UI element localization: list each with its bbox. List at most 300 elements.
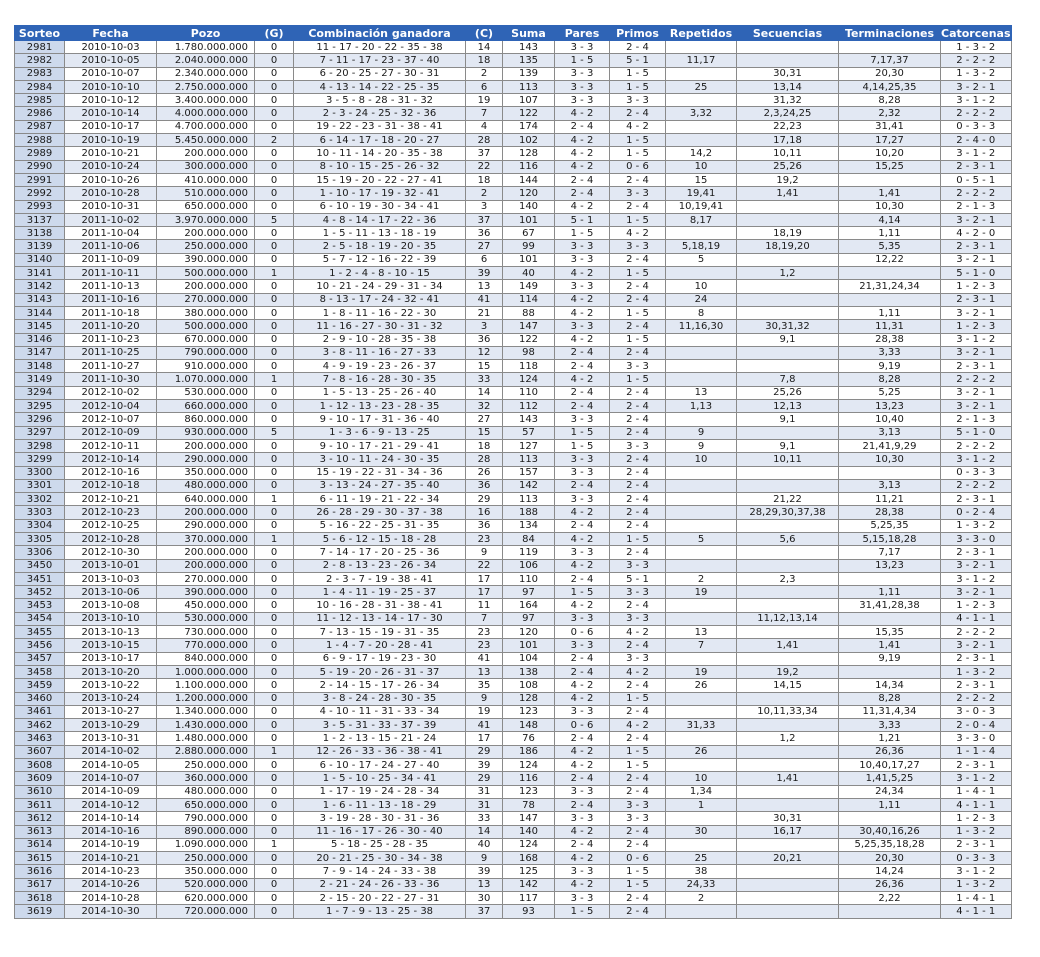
cell-catorcenas: 3 - 2 - 1	[941, 586, 1012, 599]
cell-combinacion: 2 - 14 - 15 - 17 - 26 - 34	[294, 679, 466, 692]
cell-primos: 2 - 4	[610, 426, 666, 439]
cell-terminaciones: 21,41,9,29	[839, 439, 941, 452]
table-row	[15, 400, 1012, 413]
cell-repetidos	[666, 905, 737, 918]
cell-terminaciones	[839, 466, 941, 479]
cell-suma: 157	[503, 466, 555, 479]
cell-ganadores: 0	[255, 54, 294, 67]
cell-catorcenas: 2 - 0 - 4	[941, 719, 1012, 732]
cell-repetidos: 25	[666, 852, 737, 865]
table-row	[15, 892, 1012, 905]
table-row	[15, 373, 1012, 386]
cell-complementario: 28	[466, 134, 503, 147]
cell-complementario: 6	[466, 80, 503, 93]
cell-ganadores: 0	[255, 759, 294, 772]
cell-complementario: 36	[466, 333, 503, 346]
cell-terminaciones: 4,14	[839, 213, 941, 226]
cell-terminaciones: 13,23	[839, 559, 941, 572]
cell-catorcenas: 2 - 3 - 1	[941, 293, 1012, 306]
cell-complementario: 28	[466, 453, 503, 466]
cell-repetidos	[666, 732, 737, 745]
cell-repetidos: 5	[666, 532, 737, 545]
cell-terminaciones: 11,31,4,34	[839, 705, 941, 718]
cell-secuencias: 1,41	[737, 639, 839, 652]
cell-repetidos: 26	[666, 679, 737, 692]
cell-pozo: 3.400.000.000	[157, 94, 255, 107]
cell-sorteo: 3137	[15, 213, 65, 226]
cell-primos: 4 - 2	[610, 120, 666, 133]
cell-catorcenas: 0 - 3 - 3	[941, 466, 1012, 479]
cell-combinacion: 2 - 5 - 18 - 19 - 20 - 35	[294, 240, 466, 253]
table-header-row	[15, 26, 1012, 41]
cell-repetidos: 9	[666, 426, 737, 439]
table-row	[15, 187, 1012, 200]
cell-secuencias: 2,3,24,25	[737, 107, 839, 120]
cell-primos: 2 - 4	[610, 506, 666, 519]
cell-complementario: 27	[466, 240, 503, 253]
cell-combinacion: 4 - 9 - 19 - 23 - 26 - 37	[294, 360, 466, 373]
cell-terminaciones: 5,35	[839, 240, 941, 253]
cell-pozo: 1.480.000.000	[157, 732, 255, 745]
cell-pares: 3 - 3	[555, 67, 610, 80]
table-row	[15, 413, 1012, 426]
cell-sorteo: 2990	[15, 160, 65, 173]
cell-fecha: 2013-10-01	[65, 559, 157, 572]
cell-complementario: 17	[466, 732, 503, 745]
cell-catorcenas: 1 - 4 - 1	[941, 785, 1012, 798]
table-row	[15, 386, 1012, 399]
cell-sorteo: 3305	[15, 532, 65, 545]
cell-complementario: 9	[466, 692, 503, 705]
cell-ganadores: 0	[255, 665, 294, 678]
cell-combinacion: 5 - 6 - 12 - 15 - 18 - 28	[294, 532, 466, 545]
cell-pozo: 5.450.000.000	[157, 134, 255, 147]
cell-pozo: 670.000.000	[157, 333, 255, 346]
cell-ganadores: 0	[255, 705, 294, 718]
cell-primos: 2 - 4	[610, 732, 666, 745]
cell-terminaciones: 10,40	[839, 413, 941, 426]
table-row	[15, 559, 1012, 572]
cell-catorcenas: 2 - 3 - 1	[941, 679, 1012, 692]
cell-terminaciones: 14,24	[839, 865, 941, 878]
cell-catorcenas: 1 - 2 - 3	[941, 812, 1012, 825]
cell-combinacion: 8 - 10 - 15 - 25 - 26 - 32	[294, 160, 466, 173]
cell-fecha: 2012-10-16	[65, 466, 157, 479]
cell-combinacion: 11 - 12 - 13 - 14 - 17 - 30	[294, 612, 466, 625]
table-row	[15, 439, 1012, 452]
cell-secuencias	[737, 798, 839, 811]
cell-secuencias	[737, 213, 839, 226]
cell-repetidos: 10	[666, 453, 737, 466]
cell-ganadores: 0	[255, 519, 294, 532]
cell-complementario: 41	[466, 719, 503, 732]
cell-terminaciones: 15,25	[839, 160, 941, 173]
cell-catorcenas: 3 - 2 - 1	[941, 346, 1012, 359]
cell-ganadores: 0	[255, 280, 294, 293]
cell-pares: 2 - 4	[555, 772, 610, 785]
cell-fecha: 2010-10-17	[65, 120, 157, 133]
cell-primos: 1 - 5	[610, 134, 666, 147]
cell-fecha: 2013-10-22	[65, 679, 157, 692]
cell-terminaciones: 20,30	[839, 852, 941, 865]
cell-primos: 2 - 4	[610, 772, 666, 785]
cell-terminaciones: 7,17	[839, 546, 941, 559]
cell-suma: 119	[503, 546, 555, 559]
cell-repetidos	[666, 373, 737, 386]
cell-catorcenas: 3 - 2 - 1	[941, 386, 1012, 399]
cell-ganadores: 0	[255, 852, 294, 865]
table-row	[15, 586, 1012, 599]
cell-primos: 1 - 5	[610, 532, 666, 545]
cell-pozo: 200.000.000	[157, 147, 255, 160]
cell-pares: 4 - 2	[555, 200, 610, 213]
cell-terminaciones: 8,28	[839, 692, 941, 705]
cell-pozo: 790.000.000	[157, 346, 255, 359]
cell-complementario: 17	[466, 572, 503, 585]
table-row	[15, 426, 1012, 439]
cell-catorcenas: 3 - 2 - 1	[941, 559, 1012, 572]
cell-fecha: 2010-10-12	[65, 94, 157, 107]
table-body	[15, 41, 1012, 919]
cell-primos: 3 - 3	[610, 240, 666, 253]
cell-suma: 110	[503, 386, 555, 399]
cell-combinacion: 15 - 19 - 22 - 31 - 34 - 36	[294, 466, 466, 479]
cell-pares: 4 - 2	[555, 293, 610, 306]
cell-secuencias: 20,21	[737, 852, 839, 865]
cell-fecha: 2014-10-16	[65, 825, 157, 838]
cell-primos: 1 - 5	[610, 692, 666, 705]
cell-repetidos: 26	[666, 745, 737, 758]
cell-suma: 101	[503, 639, 555, 652]
cell-suma: 110	[503, 572, 555, 585]
cell-ganadores: 0	[255, 346, 294, 359]
cell-complementario: 22	[466, 160, 503, 173]
table-row	[15, 759, 1012, 772]
cell-pozo: 510.000.000	[157, 187, 255, 200]
cell-catorcenas: 3 - 2 - 1	[941, 213, 1012, 226]
cell-repetidos	[666, 692, 737, 705]
cell-ganadores: 0	[255, 240, 294, 253]
cell-primos: 4 - 2	[610, 227, 666, 240]
table-row	[15, 346, 1012, 359]
table-row	[15, 652, 1012, 665]
table-row	[15, 626, 1012, 639]
cell-ganadores: 0	[255, 320, 294, 333]
cell-catorcenas: 2 - 3 - 1	[941, 759, 1012, 772]
cell-sorteo: 3460	[15, 692, 65, 705]
cell-sorteo: 3614	[15, 838, 65, 851]
cell-ganadores: 0	[255, 360, 294, 373]
cell-suma: 138	[503, 665, 555, 678]
cell-terminaciones: 1,41,5,25	[839, 772, 941, 785]
cell-combinacion: 12 - 26 - 33 - 36 - 38 - 41	[294, 745, 466, 758]
column-header-repetidos: Repetidos	[666, 26, 737, 41]
cell-secuencias	[737, 479, 839, 492]
cell-repetidos	[666, 493, 737, 506]
cell-ganadores: 0	[255, 878, 294, 891]
cell-terminaciones: 3,13	[839, 426, 941, 439]
cell-suma: 84	[503, 532, 555, 545]
cell-primos: 1 - 5	[610, 80, 666, 93]
cell-sorteo: 3295	[15, 400, 65, 413]
cell-catorcenas: 3 - 1 - 2	[941, 147, 1012, 160]
cell-suma: 104	[503, 652, 555, 665]
cell-complementario: 41	[466, 293, 503, 306]
cell-pozo: 4.700.000.000	[157, 120, 255, 133]
column-header-secuencias: Secuencias	[737, 26, 839, 41]
cell-primos: 3 - 3	[610, 559, 666, 572]
cell-fecha: 2011-10-30	[65, 373, 157, 386]
cell-fecha: 2012-10-11	[65, 439, 157, 452]
cell-catorcenas: 1 - 1 - 4	[941, 745, 1012, 758]
cell-terminaciones	[839, 267, 941, 280]
cell-terminaciones: 20,30	[839, 67, 941, 80]
cell-pares: 4 - 2	[555, 333, 610, 346]
cell-pares: 3 - 3	[555, 413, 610, 426]
cell-ganadores: 0	[255, 120, 294, 133]
cell-ganadores: 0	[255, 546, 294, 559]
cell-fecha: 2014-10-21	[65, 852, 157, 865]
cell-terminaciones: 7,17,37	[839, 54, 941, 67]
cell-fecha: 2013-10-24	[65, 692, 157, 705]
cell-secuencias	[737, 759, 839, 772]
table-row	[15, 306, 1012, 319]
cell-complementario: 40	[466, 838, 503, 851]
cell-repetidos: 11,16,30	[666, 320, 737, 333]
cell-sorteo: 2989	[15, 147, 65, 160]
cell-fecha: 2012-10-18	[65, 479, 157, 492]
cell-suma: 101	[503, 253, 555, 266]
cell-combinacion: 3 - 8 - 24 - 28 - 30 - 35	[294, 692, 466, 705]
column-header-catorcenas: Catorcenas	[941, 26, 1011, 40]
cell-fecha: 2010-10-19	[65, 134, 157, 147]
cell-repetidos: 19,41	[666, 187, 737, 200]
cell-complementario: 31	[466, 798, 503, 811]
cell-secuencias	[737, 360, 839, 373]
cell-complementario: 37	[466, 147, 503, 160]
cell-pozo: 620.000.000	[157, 892, 255, 905]
cell-catorcenas: 2 - 2 - 2	[941, 187, 1012, 200]
cell-pozo: 200.000.000	[157, 506, 255, 519]
cell-primos: 5 - 1	[610, 54, 666, 67]
cell-secuencias	[737, 652, 839, 665]
table-row	[15, 745, 1012, 758]
cell-fecha: 2012-10-09	[65, 426, 157, 439]
cell-suma: 40	[503, 267, 555, 280]
cell-pozo: 1.430.000.000	[157, 719, 255, 732]
cell-pares: 3 - 3	[555, 493, 610, 506]
cell-terminaciones: 1,41	[839, 187, 941, 200]
cell-pozo: 200.000.000	[157, 280, 255, 293]
table-row	[15, 679, 1012, 692]
cell-repetidos: 19	[666, 586, 737, 599]
cell-catorcenas: 2 - 3 - 1	[941, 493, 1012, 506]
cell-secuencias	[737, 905, 839, 918]
cell-terminaciones: 31,41,28,38	[839, 599, 941, 612]
cell-secuencias	[737, 306, 839, 319]
cell-combinacion: 1 - 5 - 11 - 13 - 18 - 19	[294, 227, 466, 240]
cell-suma: 97	[503, 612, 555, 625]
cell-sorteo: 3459	[15, 679, 65, 692]
cell-combinacion: 3 - 19 - 28 - 30 - 31 - 36	[294, 812, 466, 825]
cell-suma: 123	[503, 705, 555, 718]
cell-sorteo: 2987	[15, 120, 65, 133]
cell-combinacion: 19 - 22 - 23 - 31 - 38 - 41	[294, 120, 466, 133]
cell-secuencias	[737, 719, 839, 732]
cell-secuencias: 30,31	[737, 67, 839, 80]
cell-suma: 113	[503, 80, 555, 93]
table-row	[15, 532, 1012, 545]
cell-complementario: 26	[466, 466, 503, 479]
cell-pares: 2 - 4	[555, 187, 610, 200]
cell-suma: 108	[503, 679, 555, 692]
cell-complementario: 7	[466, 612, 503, 625]
cell-secuencias: 9,1	[737, 439, 839, 452]
cell-ganadores: 0	[255, 160, 294, 173]
cell-pares: 1 - 5	[555, 54, 610, 67]
cell-primos: 2 - 4	[610, 905, 666, 918]
cell-terminaciones: 10,40,17,27	[839, 759, 941, 772]
cell-fecha: 2010-10-21	[65, 147, 157, 160]
cell-suma: 142	[503, 878, 555, 891]
cell-pares: 3 - 3	[555, 320, 610, 333]
cell-pares: 4 - 2	[555, 134, 610, 147]
cell-terminaciones: 3,33	[839, 346, 941, 359]
cell-catorcenas: 3 - 1 - 2	[941, 572, 1012, 585]
cell-pares: 3 - 3	[555, 453, 610, 466]
cell-catorcenas: 2 - 3 - 1	[941, 240, 1012, 253]
cell-repetidos: 14,2	[666, 147, 737, 160]
cell-catorcenas: 3 - 3 - 0	[941, 532, 1012, 545]
cell-fecha: 2012-10-04	[65, 400, 157, 413]
cell-pares: 3 - 3	[555, 466, 610, 479]
cell-terminaciones	[839, 665, 941, 678]
cell-ganadores: 0	[255, 692, 294, 705]
cell-secuencias: 19,2	[737, 173, 839, 186]
cell-primos: 3 - 3	[610, 360, 666, 373]
cell-repetidos: 2	[666, 572, 737, 585]
cell-ganadores: 0	[255, 812, 294, 825]
cell-complementario: 23	[466, 532, 503, 545]
cell-combinacion: 6 - 10 - 17 - 24 - 27 - 40	[294, 759, 466, 772]
cell-repetidos: 7	[666, 639, 737, 652]
cell-sorteo: 2983	[15, 67, 65, 80]
cell-sorteo: 3303	[15, 506, 65, 519]
cell-catorcenas: 2 - 1 - 3	[941, 413, 1012, 426]
cell-pozo: 410.000.000	[157, 173, 255, 186]
cell-secuencias: 17,18	[737, 134, 839, 147]
cell-sorteo: 3302	[15, 493, 65, 506]
cell-terminaciones: 8,28	[839, 373, 941, 386]
cell-repetidos	[666, 506, 737, 519]
cell-combinacion: 2 - 15 - 20 - 22 - 27 - 31	[294, 892, 466, 905]
cell-pares: 2 - 4	[555, 360, 610, 373]
cell-combinacion: 2 - 8 - 13 - 23 - 26 - 34	[294, 559, 466, 572]
cell-sorteo: 3463	[15, 732, 65, 745]
cell-fecha: 2011-10-09	[65, 253, 157, 266]
cell-repetidos: 5	[666, 253, 737, 266]
table-row	[15, 267, 1012, 280]
cell-ganadores: 0	[255, 67, 294, 80]
cell-sorteo: 3148	[15, 360, 65, 373]
table-row	[15, 80, 1012, 93]
cell-pares: 4 - 2	[555, 692, 610, 705]
cell-primos: 2 - 4	[610, 386, 666, 399]
cell-primos: 2 - 4	[610, 346, 666, 359]
cell-secuencias: 7,8	[737, 373, 839, 386]
cell-pares: 2 - 4	[555, 665, 610, 678]
cell-pozo: 1.780.000.000	[157, 41, 255, 54]
cell-ganadores: 0	[255, 639, 294, 652]
cell-pares: 1 - 5	[555, 905, 610, 918]
cell-repetidos	[666, 67, 737, 80]
cell-ganadores: 0	[255, 200, 294, 213]
cell-catorcenas: 1 - 3 - 2	[941, 665, 1012, 678]
column-header-complementario: (C)	[466, 26, 503, 41]
cell-secuencias	[737, 892, 839, 905]
table-row	[15, 772, 1012, 785]
cell-pares: 4 - 2	[555, 852, 610, 865]
cell-sorteo: 3139	[15, 240, 65, 253]
column-header-combinacion: Combinación ganadora	[294, 26, 466, 41]
table-row	[15, 493, 1012, 506]
cell-suma: 113	[503, 453, 555, 466]
cell-fecha: 2011-10-11	[65, 267, 157, 280]
cell-pares: 3 - 3	[555, 41, 610, 54]
cell-secuencias	[737, 745, 839, 758]
cell-pozo: 650.000.000	[157, 798, 255, 811]
cell-terminaciones: 28,38	[839, 333, 941, 346]
cell-terminaciones	[839, 812, 941, 825]
cell-catorcenas: 4 - 1 - 1	[941, 612, 1012, 625]
cell-fecha: 2014-10-07	[65, 772, 157, 785]
cell-combinacion: 7 - 11 - 17 - 23 - 37 - 40	[294, 54, 466, 67]
cell-complementario: 3	[466, 200, 503, 213]
cell-pozo: 360.000.000	[157, 772, 255, 785]
cell-primos: 2 - 4	[610, 253, 666, 266]
cell-terminaciones	[839, 173, 941, 186]
cell-primos: 2 - 4	[610, 679, 666, 692]
cell-pares: 2 - 4	[555, 173, 610, 186]
cell-complementario: 14	[466, 41, 503, 54]
cell-pozo: 910.000.000	[157, 360, 255, 373]
cell-combinacion: 15 - 19 - 20 - 22 - 27 - 41	[294, 173, 466, 186]
cell-sorteo: 3613	[15, 825, 65, 838]
cell-suma: 120	[503, 626, 555, 639]
cell-secuencias	[737, 586, 839, 599]
table-row	[15, 878, 1012, 891]
cell-repetidos	[666, 599, 737, 612]
cell-combinacion: 4 - 10 - 11 - 31 - 33 - 34	[294, 705, 466, 718]
cell-complementario: 18	[466, 173, 503, 186]
cell-complementario: 32	[466, 400, 503, 413]
cell-suma: 124	[503, 373, 555, 386]
table-row	[15, 147, 1012, 160]
cell-repetidos	[666, 267, 737, 280]
cell-ganadores: 0	[255, 80, 294, 93]
cell-catorcenas: 0 - 3 - 3	[941, 852, 1012, 865]
cell-secuencias	[737, 346, 839, 359]
cell-sorteo: 3306	[15, 546, 65, 559]
cell-pozo: 930.000.000	[157, 426, 255, 439]
table-row	[15, 240, 1012, 253]
cell-combinacion: 2 - 3 - 7 - 19 - 38 - 41	[294, 572, 466, 585]
cell-primos: 2 - 4	[610, 519, 666, 532]
cell-pares: 4 - 2	[555, 759, 610, 772]
cell-suma: 102	[503, 134, 555, 147]
cell-pozo: 2.340.000.000	[157, 67, 255, 80]
cell-pozo: 350.000.000	[157, 865, 255, 878]
